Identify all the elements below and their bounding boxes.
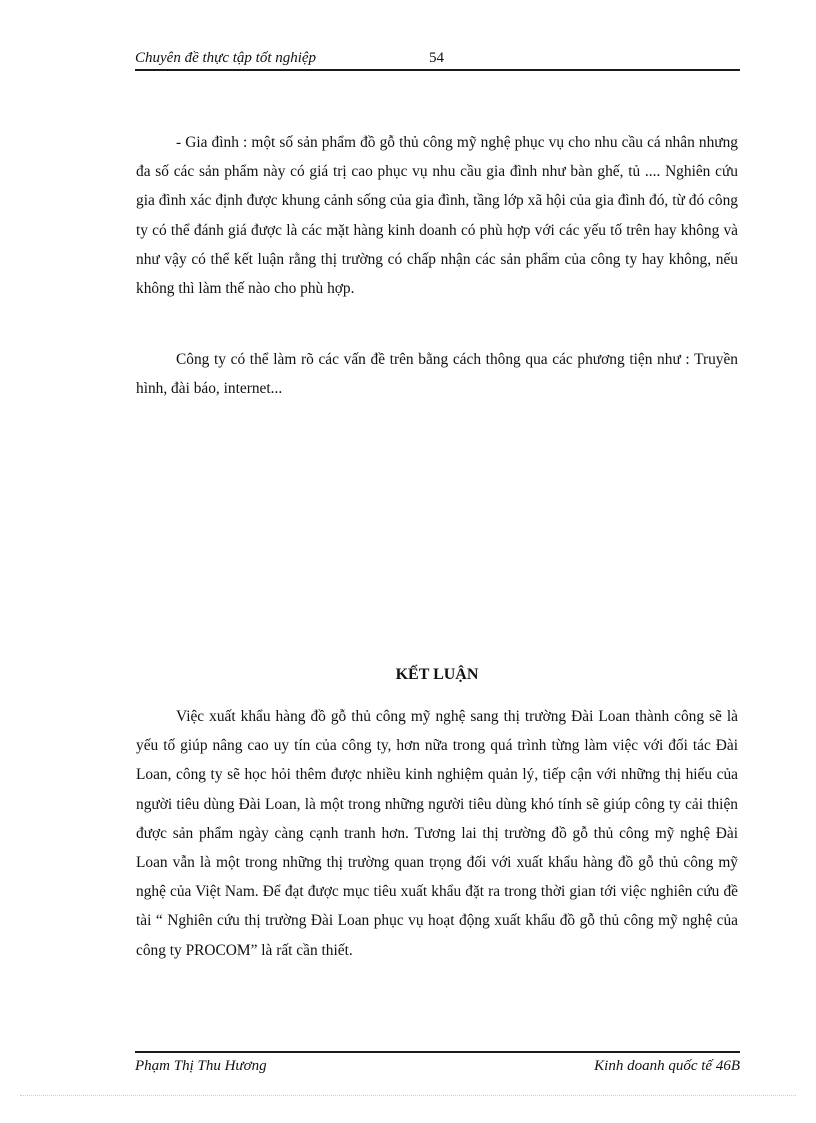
page-number: 54 [429,50,444,66]
page-header [135,46,740,70]
footer-divider [135,1051,740,1053]
body-block-3 [136,702,738,965]
header-title: Chuyên đề thực tập tốt nghiệp [135,50,317,66]
paragraph-conclusion: Việc xuất khẩu hàng đồ gỗ thủ công mỹ nghệ sang thị trường Đài Loan thành công sẽ là yếu tố giúp nâng cao uy tín của công ty, hơn nữa trong quá trình từng làm việc với đối tác Đài Loan, công ty sẽ học hỏi thêm được nhiều kinh nghiệm quản lý, tiếp cận với những thị hiếu của người tiêu dùng Đài Loan, là một trong những người tiêu dùng khó tính sẽ giúp công ty cải thiện được sản phẩm ngày càng cạnh tranh hơn. Tương lai thị trường đồ gỗ thủ công mỹ nghệ Đài Loan vẫn là một trong những thị trường quan trọng đối với xuất khẩu hàng đồ gỗ thủ công mỹ nghệ của Việt Nam. Để đạt được mục tiêu xuất khẩu đặt ra trong thời gian tới việc nghiên cứu đề tài “ Nghiên cứu thị trường Đài Loan phục vụ hoạt động xuất khẩu đồ gỗ thủ công mỹ nghệ của công ty PROCOM” là rất cần thiết. [136,708,738,959]
body-block-2 [136,345,738,403]
body-block-1 [136,128,738,303]
paragraph-media-channels: Công ty có thể làm rõ các vấn đề trên bằng cách thông qua các phương tiện như : Truyền hình, đài báo, internet... [136,351,738,398]
conclusion-heading: KẾT LUẬN [395,666,479,683]
paragraph-family-research: - Gia đình : một số sản phẩm đồ gỗ thủ công mỹ nghệ phục vụ cho nhu cầu cá nhân nhưng đa số các sản phẩm này có giá trị cao phục vụ nhu cầu gia đình như bàn ghế, tủ .... Nghiên cứu gia đình xác định được khung cảnh sống của gia đình, tầng lớp xã hội của gia đình đó, từ đó công ty có thể đánh giá được là các mặt hàng kinh doanh có phù hợp với các yếu tố trên hay không và như vậy có thể kết luận rằng thị trường có chấp nhận các sản phẩm của công ty hay không, nếu không thì làm thế nào cho phù hợp. [136,134,738,298]
header-divider [135,69,740,71]
page-footer [135,1054,740,1078]
page-edge-divider [20,1095,796,1096]
footer-author: Phạm Thị Thu Hương [135,1058,267,1074]
footer-class: Kinh doanh quốc tế 46B [594,1058,740,1074]
